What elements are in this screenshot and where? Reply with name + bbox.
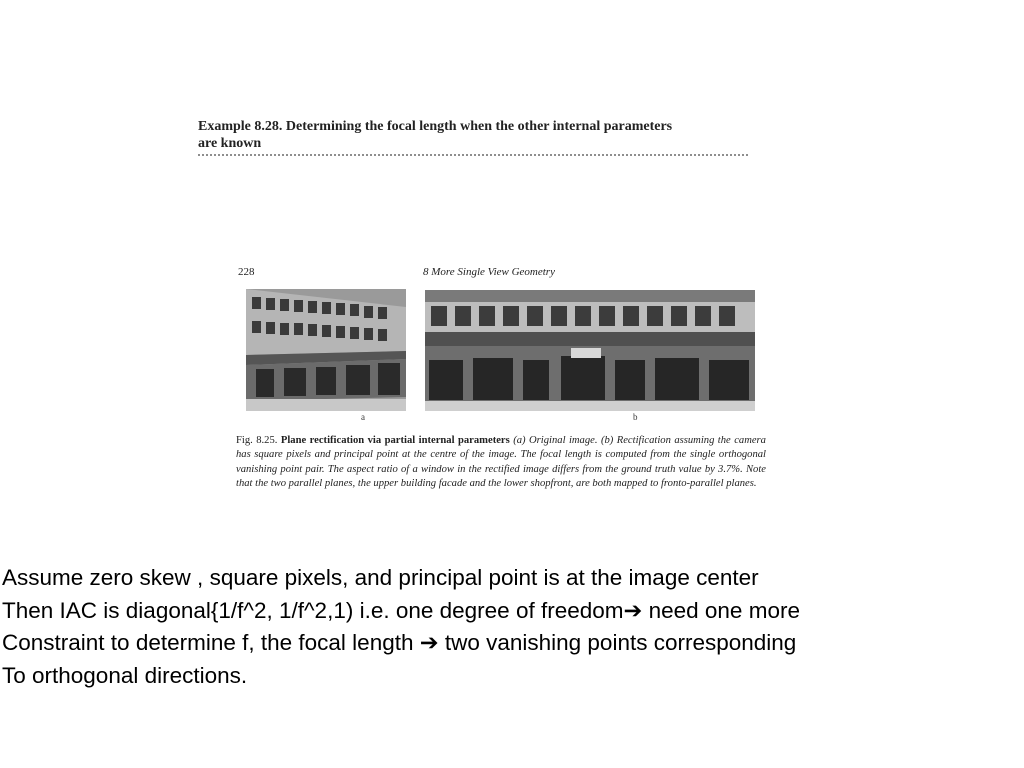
subfigure-label-a: a bbox=[361, 412, 365, 422]
caption-title: Plane rectification via partial internal parameters bbox=[280, 435, 510, 446]
caption-body: (a) Original image. (b) Rectification assuming the camera has square pixels and principal point at the centre of the image. The focal length is computed from the single orthogonal vanishing point pair. The aspect ratio of a window in the rectified image differs from the ground truth value by 3.7%. Note that the two parallel planes, the upper building facade and the lower shopfront, are both mapped to fronto-parallel planes. bbox=[236, 435, 766, 490]
cropped-text-edge bbox=[198, 154, 748, 160]
body-line-1: Assume zero skew , square pixels, and principal point is at the image center bbox=[2, 565, 759, 590]
body-line-2: Then IAC is diagonal{1/f^2, 1/f^2,1) i.e. one degree of freedom➔ need one more bbox=[2, 597, 800, 623]
example-heading bbox=[198, 118, 758, 160]
figure-caption bbox=[236, 434, 766, 492]
body-line-3: Constraint to determine f, the focal length ➔ two vanishing points corresponding bbox=[2, 630, 797, 655]
subfigure-label-b: b bbox=[633, 412, 638, 422]
slide-body-text bbox=[2, 562, 1022, 692]
caption-figure-number: Fig. 8.25. bbox=[236, 435, 278, 446]
book-page-number: 228 bbox=[238, 266, 255, 278]
rectified-image-photo bbox=[425, 290, 755, 411]
book-chapter-title: 8 More Single View Geometry bbox=[423, 266, 555, 278]
example-heading-line1: Example 8.28. Determining the focal length when the other internal parameters bbox=[198, 119, 673, 134]
example-heading-line2: are known bbox=[198, 136, 262, 151]
original-image-photo bbox=[246, 289, 406, 411]
body-line-4: To orthogonal directions. bbox=[2, 662, 248, 688]
